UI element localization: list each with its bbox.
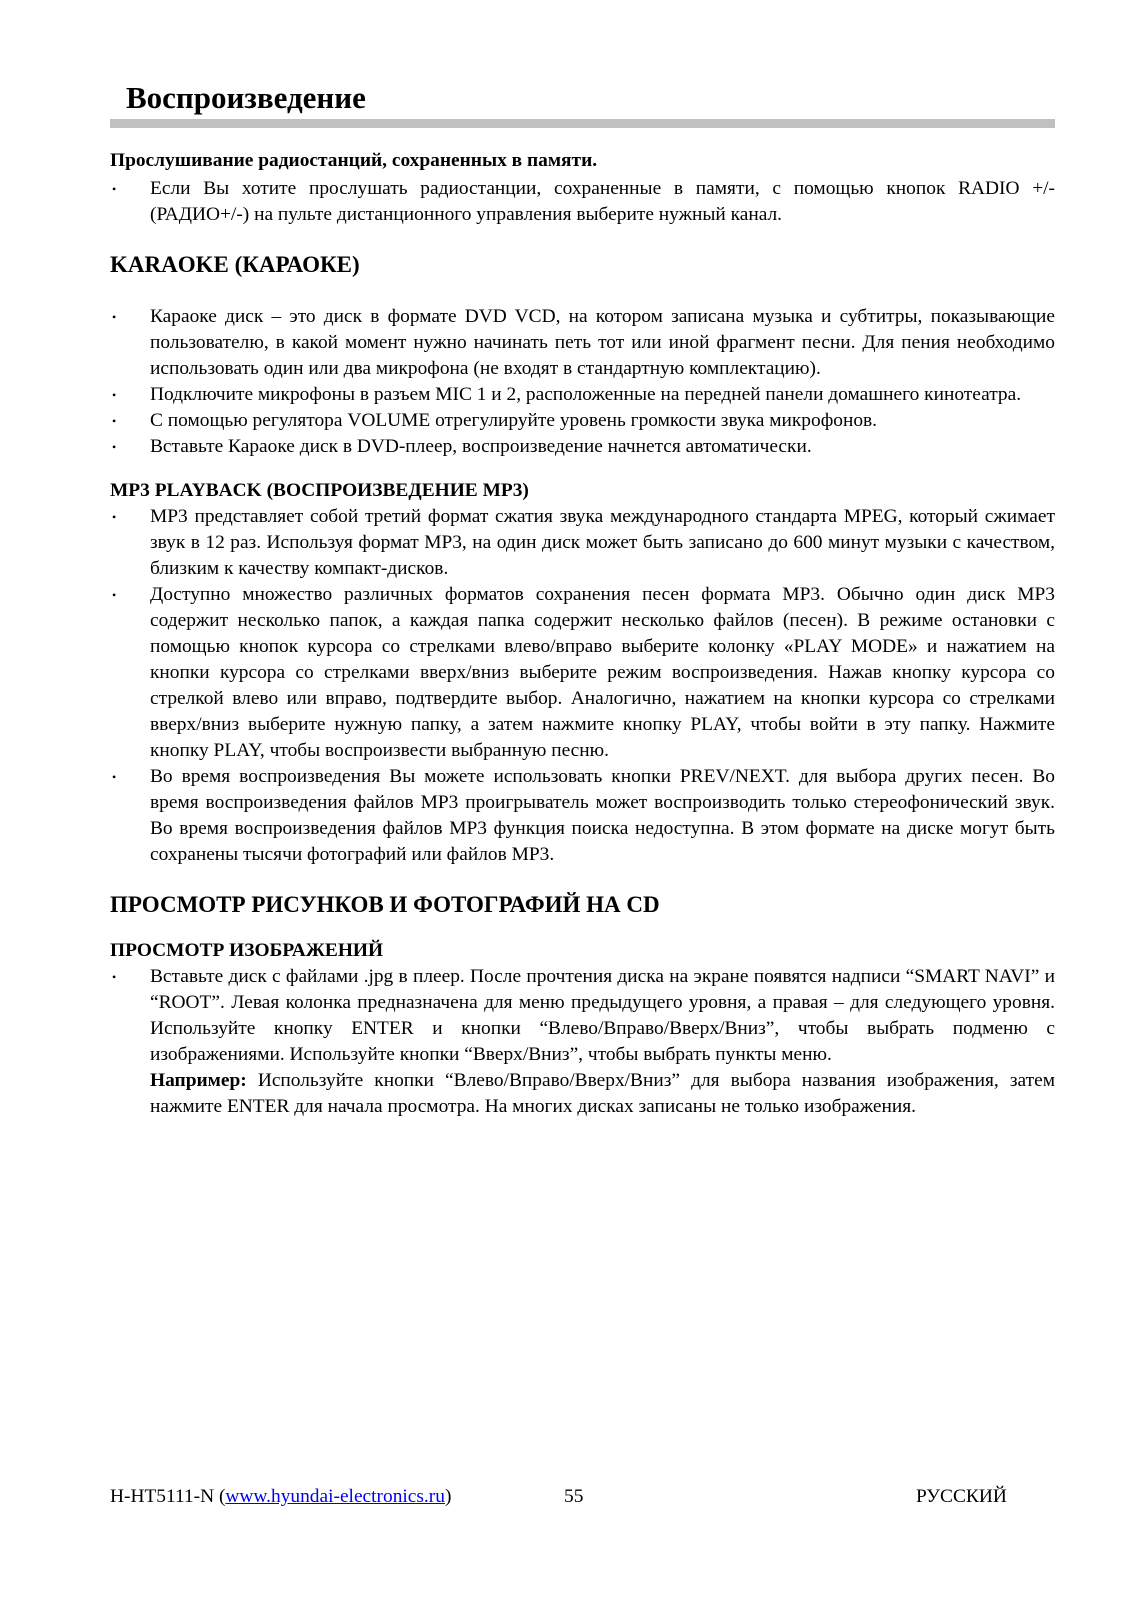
list-item: • Во время воспроизведения Вы можете использовать кнопки PREV/NEXT. для выбора других песен. Во время воспроизведения файлов MP3 проигрыватель может воспроизводить только стереофонический звук. Во время воспроизведения файлов MP3 функция поиска недоступна. В этом формате на диске могут быть сохранены тысячи фотографий или файлов MP3. [110, 764, 1055, 868]
photos-subheading: ПРОСМОТР ИЗОБРАЖЕНИЙ [110, 940, 384, 961]
page-footer [110, 1486, 1055, 1516]
mp3-heading: MP3 PLAYBACK (ВОСПРОИЗВЕДЕНИЕ MP3) [110, 480, 529, 501]
page-title: Воспроизведение [126, 80, 366, 115]
list-item: • С помощью регулятора VOLUME отрегулируйте уровень громкости звука микрофонов. [110, 408, 1055, 434]
list-item: • Если Вы хотите прослушать радиостанции, сохраненные в памяти, с помощью кнопок RADIO +/- (РАДИО+/-) на пульте дистанционного управления выберите нужный канал. [110, 176, 1055, 228]
karaoke-list [110, 304, 1055, 460]
radio-list [110, 176, 1055, 228]
website-link[interactable]: www.hyundai-electronics.ru [225, 1486, 445, 1507]
page-content [110, 148, 1055, 1120]
photos-list [110, 964, 1055, 1068]
karaoke-heading: KARAOKE (КАРАОКЕ) [110, 252, 360, 277]
list-item: • Караоке диск – это диск в формате DVD VCD, на котором записана музыка и субтитры, показывающие пользователю, в какой момент нужно начинать петь тот или иной фрагмент песни. Для пения необходимо использовать один или два микрофона (не входят в стандартную комплектацию). [110, 304, 1055, 382]
footer-model-label: H-HT5111-N ( [110, 1486, 226, 1507]
example-label: Например: [150, 1070, 247, 1091]
mp3-list [110, 504, 1055, 868]
footer-model [110, 1486, 451, 1508]
list-item: • Доступно множество различных форматов сохранения песен формата MP3. Обычно один диск MP3 содержит несколько папок, а каждая папка содержит несколько файлов (песен). В режиме остановки с помощью кнопок курсора со стрелками влево/вправо выберите колонку «PLAY MODE» и нажатием на кнопки курсора со стрелками вверх/вниз выберите режим воспроизведения. Нажав кнопку курсора со стрелкой влево или вправо, подтвердите выбор. Аналогично, нажатием на кнопки курсора со стрелками вверх/вниз выберите нужную папку, а затем нажмите кнопку PLAY, чтобы войти в эту папку. Нажмите кнопку PLAY, чтобы воспроизвести выбранную песню. [110, 582, 1055, 764]
radio-heading: Прослушивание радиостанций, сохраненных в памяти. [110, 150, 598, 171]
example-text: Используйте кнопки “Влево/Вправо/Вверх/Вниз” для выбора названия изображения, затем нажмите ENTER для начала просмотра. На многих дисках записаны не только изображения. [150, 1070, 1055, 1117]
title-rule [110, 119, 1055, 128]
example-paragraph [110, 1068, 1055, 1120]
footer-model-close: ) [444, 1486, 452, 1507]
list-item: • Подключите микрофоны в разъем MIC 1 и 2, расположенные на передней панели домашнего кинотеатра. [110, 382, 1055, 408]
list-item: • Вставьте Караоке диск в DVD-плеер, воспроизведение начнется автоматически. [110, 434, 1055, 460]
photos-heading: ПРОСМОТР РИСУНКОВ И ФОТОГРАФИЙ НА CD [110, 892, 660, 917]
page-number: 55 [564, 1486, 584, 1507]
footer-language: РУССКИЙ [916, 1486, 1007, 1507]
list-item: • Вставьте диск с файлами .jpg в плеер. После прочтения диска на экране появятся надписи “SMART NAVI” и “ROOT”. Левая колонка предназначена для меню предыдущего уровня, а правая – для следующего уровня. Используйте кнопку ENTER и кнопки “Влево/Вправо/Вверх/Вниз”, чтобы выбрать подменю с изображениями. Используйте кнопки “Вверх/Вниз”, чтобы выбрать пункты меню. [110, 964, 1055, 1068]
list-item: • MP3 представляет собой третий формат сжатия звука международного стандарта MPEG, который сжимает звук в 12 раз. Используя формат MP3, на один диск может быть записано до 600 минут музыки с качеством, близким к качеству компакт-дисков. [110, 504, 1055, 582]
